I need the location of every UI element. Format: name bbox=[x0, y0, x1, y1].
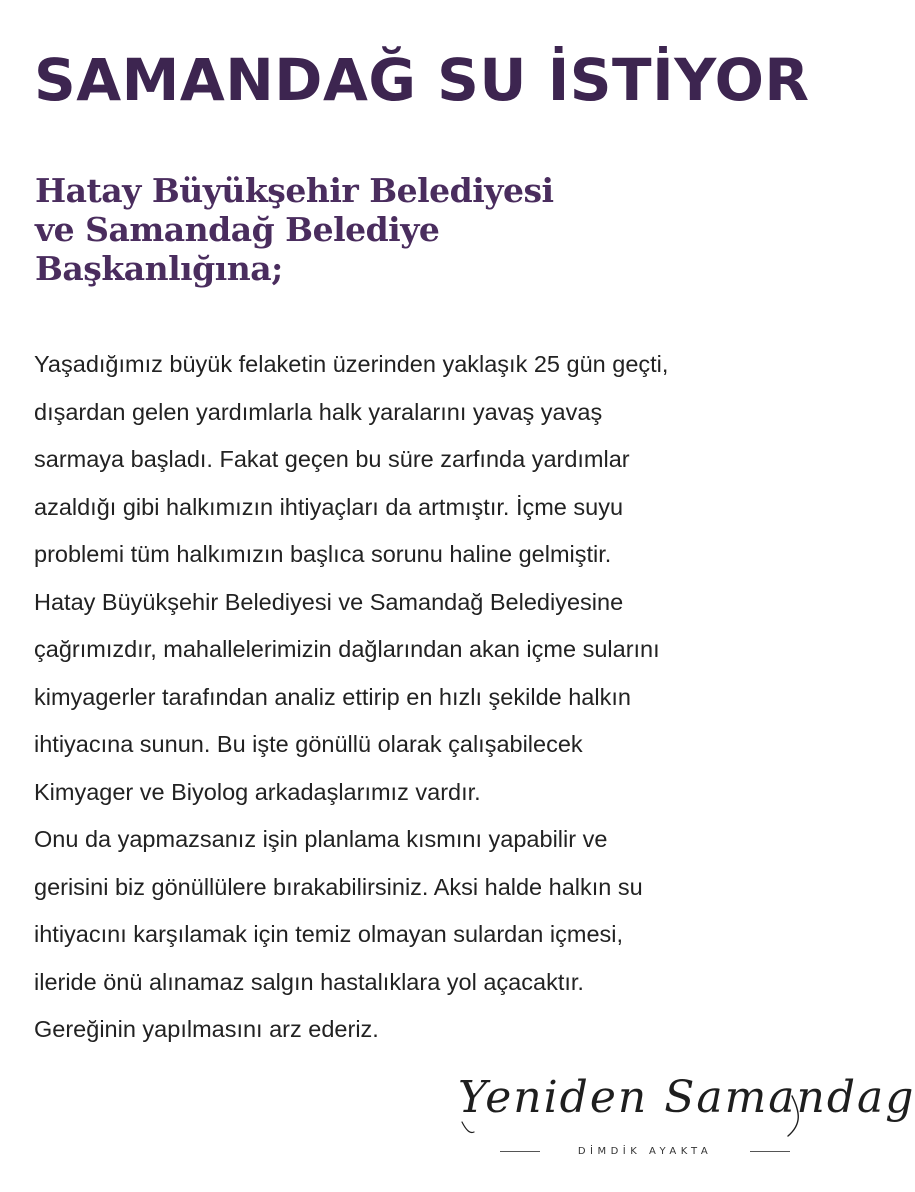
body-line: azaldığı gibi halkımızın ihtiyaçları da artmıştır. İçme suyu bbox=[34, 493, 624, 520]
body-line: ihtiyacına sunun. Bu işte gönüllü olarak çalışabilecek bbox=[34, 731, 583, 757]
body-line: kimyagerler tarafından analiz ettirip en hızlı şekilde halkın bbox=[34, 683, 631, 710]
body-line: sarmaya başladı. Fakat geçen bu süre zarfında yardımlar bbox=[34, 446, 630, 472]
letter-body bbox=[34, 341, 824, 1054]
body-line: Kimyager ve Biyolog arkadaşlarımız vardır. bbox=[34, 778, 481, 805]
signature-tagline: DİMDİK AYAKTA bbox=[577, 1146, 713, 1157]
signature-tagline-row bbox=[500, 1146, 790, 1157]
divider-left bbox=[500, 1151, 540, 1152]
signature-script: Yeniden Samandag bbox=[458, 1072, 915, 1123]
addressee-line: Başkanlığına; bbox=[35, 249, 283, 288]
body-line: gerisini biz gönüllülere bırakabilirsiniz. Aksi halde halkın su bbox=[34, 873, 643, 900]
body-line: ileride önü alınamaz salgın hastalıklara yol açacaktır. bbox=[34, 968, 584, 995]
body-line: Onu da yapmazsanız işin planlama kısmını yapabilir ve bbox=[34, 826, 608, 852]
body-line: Gereğinin yapılmasını arz ederiz. bbox=[34, 1016, 379, 1042]
divider-right bbox=[750, 1151, 790, 1152]
body-line: dışardan gelen yardımlarla halk yaralarını yavaş yavaş bbox=[34, 398, 603, 425]
addressee-heading bbox=[35, 171, 554, 288]
body-line: ihtiyacını karşılamak için temiz olmayan sulardan içmesi, bbox=[34, 921, 624, 947]
body-line: çağrımızdır, mahallelerimizin dağlarından akan içme sularını bbox=[34, 636, 660, 662]
body-line: Yaşadığımız büyük felaketin üzerinden yaklaşık 25 gün geçti, bbox=[34, 351, 669, 377]
addressee-line: ve Samandağ Belediye bbox=[35, 210, 440, 249]
signature-logo bbox=[440, 1062, 915, 1172]
body-line: Hatay Büyükşehir Belediyesi ve Samandağ Belediyesine bbox=[34, 588, 624, 615]
page-title: SAMANDAĞ SU İSTİYOR bbox=[34, 46, 810, 114]
body-line: problemi tüm halkımızın başlıca sorunu haline gelmiştir. bbox=[34, 541, 612, 567]
addressee-line: Hatay Büyükşehir Belediyesi bbox=[35, 171, 554, 210]
